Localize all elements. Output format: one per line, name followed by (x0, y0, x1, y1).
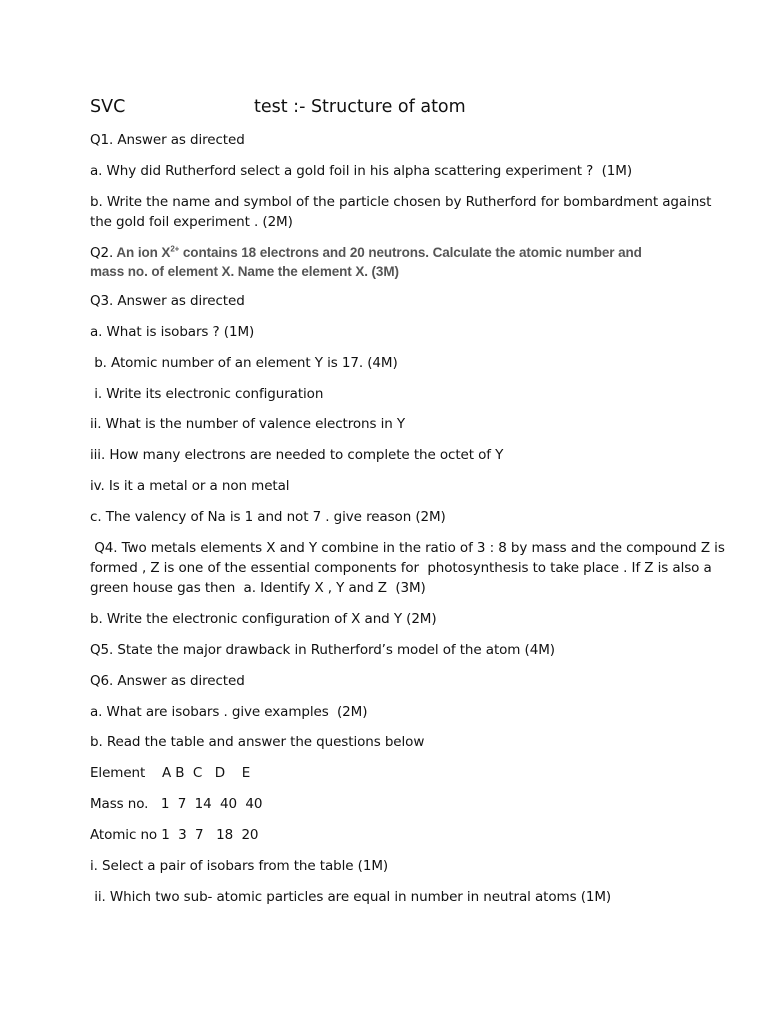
q3-part-b-iii: iii. How many electrons are needed to complete the octet of Y (90, 447, 504, 463)
q5: Q5. State the major drawback in Rutherford’s model of the atom (4M) (90, 642, 555, 658)
q6-part-b-i: i. Select a pair of isobars from the table (1M) (90, 858, 389, 874)
q2-label: Q2. (90, 245, 114, 261)
q2-ion-charge: 2+ (170, 244, 180, 254)
q3-part-b: b. Atomic number of an element Y is 17. (4M) (90, 355, 398, 371)
q1-part-b-line2: the gold foil experiment . (2M) (90, 214, 293, 230)
q3-part-c: c. The valency of Na is 1 and not 7 . give reason (2M) (90, 509, 446, 525)
q4-line3: green house gas then a. Identify X , Y and Z (3M) (90, 580, 426, 596)
table-row-mass-no: Mass no. 1 7 14 40 40 (90, 796, 263, 812)
q3-part-b-iv: iv. Is it a metal or a non metal (90, 478, 290, 494)
q2-text-b: contains 18 electrons and 20 neutrons. Calculate the atomic number and (179, 245, 642, 260)
q3-part-b-ii: ii. What is the number of valence electrons in Y (90, 416, 406, 432)
table-row-element: Element A B C D E (90, 765, 251, 781)
q6-part-b-ii: ii. Which two sub- atomic particles are equal in number in neutral atoms (1M) (90, 889, 612, 905)
q1-heading: Q1. Answer as directed (90, 132, 245, 148)
q6-part-b: b. Read the table and answer the questions below (90, 734, 425, 750)
q2-line1 (90, 243, 690, 263)
table-row-atomic-no: Atomic no 1 3 7 18 20 (90, 827, 259, 843)
q6-part-a: a. What are isobars . give examples (2M) (90, 704, 368, 720)
q2-line2: mass no. of element X. Name the element X. (3M) (90, 264, 399, 279)
q4-line2: formed , Z is one of the essential components for photosynthesis to take place . If Z is also a (90, 560, 712, 576)
q3-part-b-i: i. Write its electronic configuration (90, 386, 324, 402)
q3-part-a: a. What is isobars ? (1M) (90, 324, 255, 340)
q1-part-a: a. Why did Rutherford select a gold foil in his alpha scattering experiment ? (1M) (90, 163, 632, 179)
q3-heading: Q3. Answer as directed (90, 293, 245, 309)
test-title: test :- Structure of atom (254, 97, 466, 117)
q4-part-b: b. Write the electronic configuration of X and Y (2M) (90, 611, 437, 627)
q2-text-a: An ion X (113, 245, 171, 260)
q6-heading: Q6. Answer as directed (90, 673, 245, 689)
school-name: SVC (90, 97, 126, 117)
q1-part-b-line1: b. Write the name and symbol of the particle chosen by Rutherford for bombardment against (90, 194, 712, 210)
q4-line1: Q4. Two metals elements X and Y combine in the ratio of 3 : 8 by mass and the compound Z is (90, 540, 725, 556)
